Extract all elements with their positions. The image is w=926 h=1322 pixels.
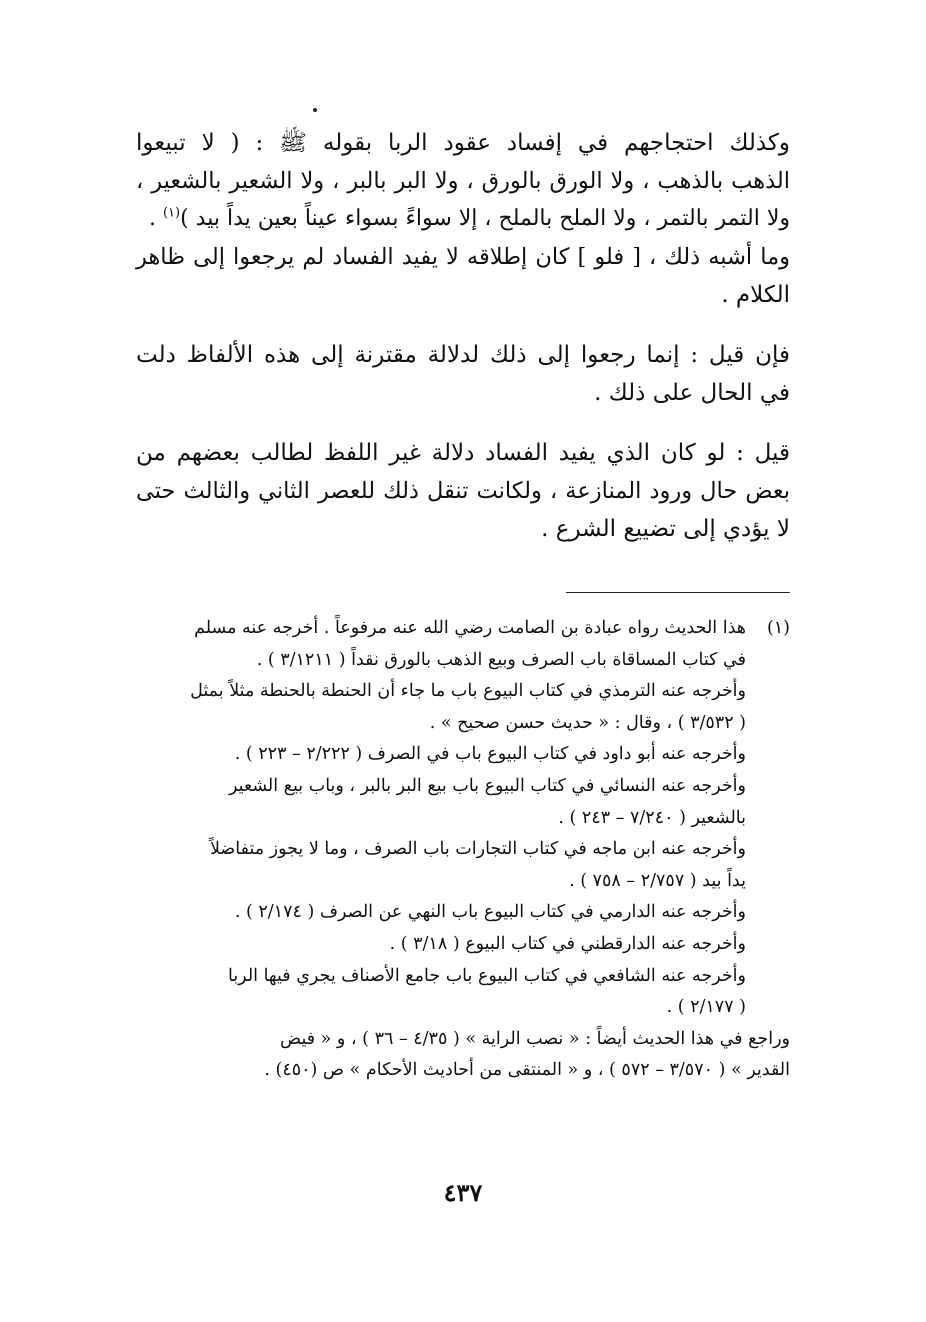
text-line: في الحال على ذلك . xyxy=(594,380,790,406)
text-line: الذهب بالذهب ، ولا الورق بالورق ، ولا البر بالبر ، ولا الشعير بالشعير ، xyxy=(136,168,790,194)
footnote-line: بالشعير ( ٧/٢٤٠ – ٢٤٣ ) . xyxy=(558,807,746,828)
footnote-line: وأخرجه عنه الترمذي في كتاب البيوع باب ما جاء أن الحنطة بالحنطة مثلاً بمثل xyxy=(190,681,746,702)
text-line: ولا التمر بالتمر ، ولا الملح بالملح ، إلا سواءً بسواء عيناً بعين يداً بيد ) xyxy=(180,206,790,231)
footnote-number: (١) xyxy=(766,618,790,638)
footnote-line: وأخرجه عنه الدارقطني في كتاب البيوع ( ٣/١٨ ) . xyxy=(389,933,746,954)
paragraph-2 xyxy=(136,336,790,412)
text-line: بعض حال ورود المنازعة ، ولكانت تنقل ذلك للعصر الثاني والثالث حتى xyxy=(136,478,790,504)
main-text xyxy=(136,124,790,570)
footnote-line: وأخرجه عنه النسائي في كتاب البيوع باب بيع البر بالبر ، وباب بيع الشعير xyxy=(228,775,746,796)
text-line-with-footnote xyxy=(136,200,790,238)
footnote-1 xyxy=(136,613,790,1087)
footnote-line: القدير » ( ٣/٥٧٠ – ٥٧٢ ) ، و « المنتقى من أحاديث الأحكام » ص (٤٥٠) . xyxy=(264,1060,790,1081)
ornament-dot xyxy=(313,108,317,112)
text-line: لا يؤدي إلى تضييع الشرع . xyxy=(541,516,790,542)
text-line: قيل : لو كان الذي يفيد الفساد دلالة غير اللفظ لطالب بعضهم من xyxy=(136,440,790,466)
footnote-line: وأخرجه عنه أبو داود في كتاب البيوع باب في الصرف ( ٢/٢٢٢ – ٢٢٣ ) . xyxy=(234,744,746,765)
paragraph-1 xyxy=(136,124,790,314)
footnote-line: يداً بيد ( ٢/٧٥٧ – ٧٥٨ ) . xyxy=(569,870,746,891)
text-line: وما أشبه ذلك ، [ فلو ] كان إطلاقه لا يفيد الفساد لم يرجعوا إلى ظاهر xyxy=(136,244,790,270)
sentence-end: . xyxy=(148,206,163,231)
footnote-line: وأخرجه عنه الدارمي في كتاب البيوع باب النهي عن الصرف ( ٢/١٧٤ ) . xyxy=(234,902,746,923)
footnote-marker[interactable]: (١) xyxy=(162,205,181,221)
text-line: الكلام . xyxy=(721,282,790,308)
text-line: فإن قيل : إنما رجعوا إلى ذلك لدلالة مقترنة إلى هذه الألفاظ دلت xyxy=(136,342,790,368)
text-line: وكذلك احتجاجهم في إفساد عقود الربا بقوله ﷺ : ( لا تبيعوا xyxy=(136,130,790,156)
footnote-line: ( ٣/٥٣٢ ) ، وقال : « حديث حسن صحيح » . xyxy=(429,712,746,733)
footnote-line: وأخرجه عنه ابن ماجه في كتاب التجارات باب الصرف ، وما لا يجوز متفاضلاً xyxy=(209,839,746,860)
footnotes xyxy=(136,613,790,1087)
footnote-line: وأخرجه عنه الشافعي في كتاب البيوع باب جامع الأصناف يجري فيها الربا xyxy=(227,965,746,986)
footnote-separator xyxy=(566,592,790,593)
page-number: ٤٣٧ xyxy=(443,1178,483,1207)
footnote-line: هذا الحديث رواه عبادة بن الصامت رضي الله عنه مرفوعاً . أخرجه عنه مسلم xyxy=(194,618,746,638)
paragraph-3 xyxy=(136,434,790,548)
footnote-line: في كتاب المساقاة باب الصرف وبيع الذهب بالورق نقداً ( ٣/١٢١١ ) . xyxy=(256,649,746,670)
footnote-line: ( ٢/١٧٧ ) . xyxy=(666,997,746,1018)
footnote-line: وراجع في هذا الحديث أيضاً : « نصب الراية » ( ٤/٣٥ – ٣٦ ) ، و « فيض xyxy=(280,1028,790,1049)
